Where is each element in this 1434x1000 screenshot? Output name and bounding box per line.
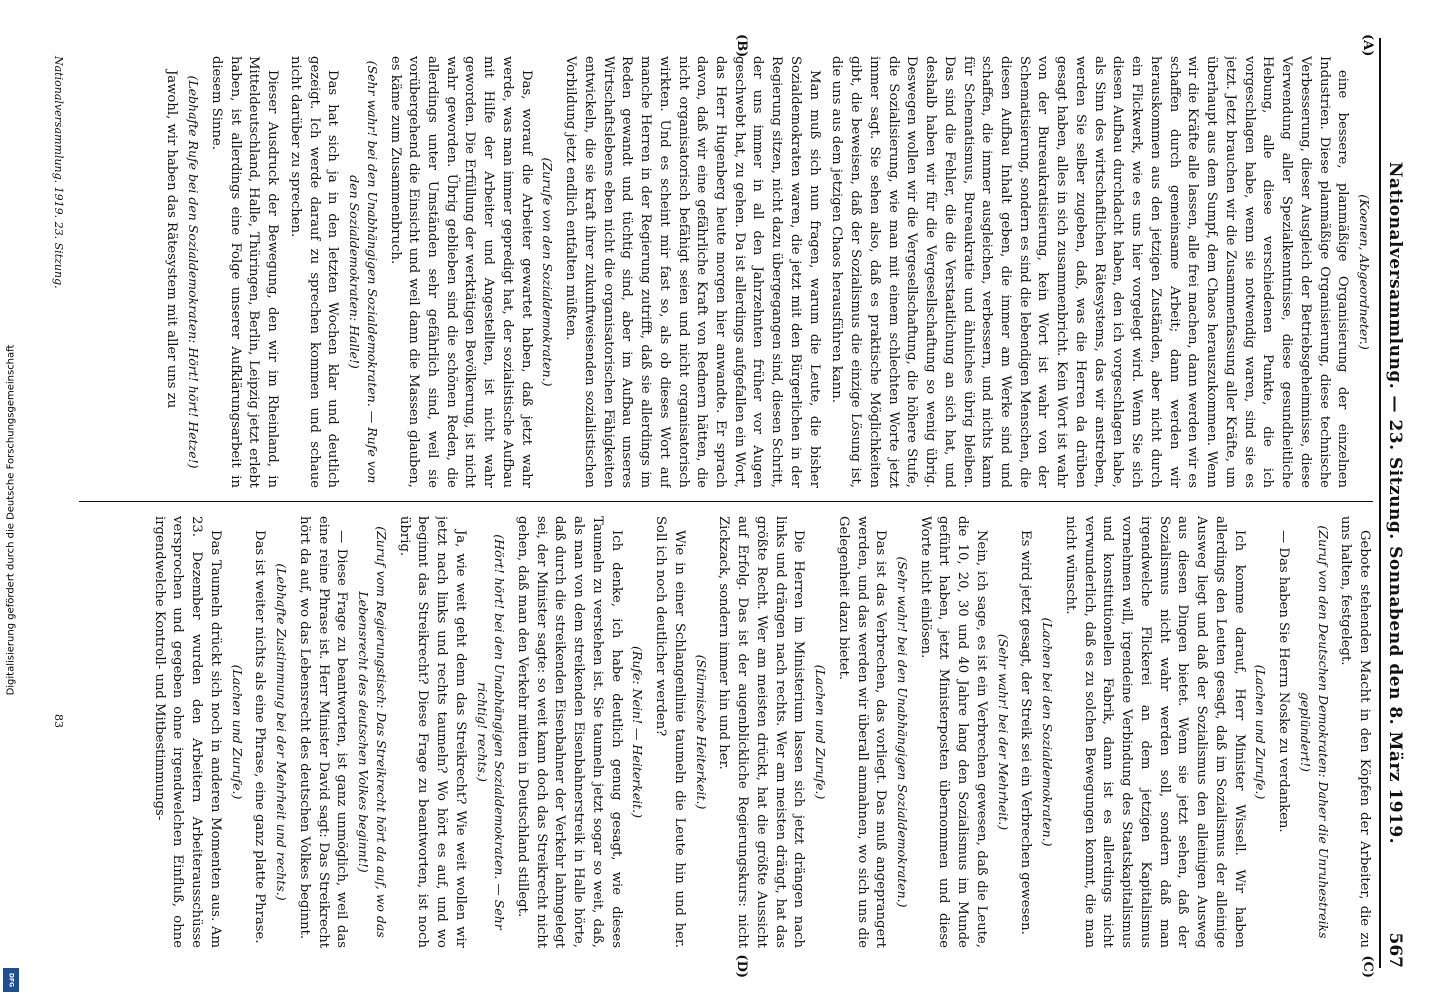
interjection: (Rufe: Nein! — Heiterkeit.) [630, 646, 646, 818]
paragraph: Das, worauf die Arbeiter gewartet haben, daß jetzt wahr werde, was man immer gepredigt hat, der sozialistische Aufbau mit Hilfe der Arbeiter und Angestellten, ist nicht wahr geworden. Die Erfüllung der werktätigen Bevölkerung, ist nicht wahr geworden. Übrig geblieben sind die schönen Reden, die allerdings unter Umständen sehr gefährlich sind, weil sie vorübergehend die Einsicht und weil dann die Massen glauben, es käme zum Zusammenbruch. [387, 56, 534, 488]
paragraph: — Das haben Sie Herrn Noske zu verdanken. [1276, 530, 1292, 833]
interjection: (Zuruf von den Deutschen Demokraten: Daher die Unruhestreiks geplündert!) [1297, 525, 1331, 939]
column-divider [79, 501, 1373, 502]
interjection: (Zurufe von den Sozialdemokraten.) [540, 157, 556, 387]
paragraph: Es wird jetzt gesagt, der Streik sei ein Verbrechen gewesen. [1018, 530, 1034, 935]
margin-mark-c: (C) [1360, 955, 1375, 978]
paragraph: eine bessere, planmäßige Organisierung der einzelnen Industrien. Diese planmäßige Organisierung, diese technische Verbesserung, dieser Ausgleich der Betriebsgeheimnisse, diese Verwendung aller Spezialkenntnisse, diese gesundheitliche Hebung, alle diese verschiedenen Punkte, die ich vorgeschlagen habe, wenn sie notwendig waren, sind sie es jetzt. Jetzt brauchen wir die Zusammenfassung aller Kräfte, um überhaupt aus dem Sumpf, dem Chaos herauszukommen. Wenn wir die Kräfte alle lassen, alle frei machen, dann werden wir es schaffen durch gemeinsame Arbeit; dann werden wir herauskommen aus den jetzigen Zuständen, aber nicht durch ein Flickwerk, wie es uns hier vorgelegt wird. Wenn Sie sich diesen Aufbau durchdacht haben, den ich vorgeschlagen habe, als Sinn des wirtschaftlichen Rätesystems, das wir anstreben, werden Sie selber zugeben, daß, was die Herren da drüben gesagt haben, alles in sich zusammenbricht. Kein Wort ist wahr von der Bureaukratisierung, kein Wort ist wahr von der Schematisierung, sondern es sind die lebendigen Menschen, die diesen Aufbau Inhalt geben, die immer am Werke sind und schaffen, die immer ausgleichen, verbessern, und nichts kann für Schematismus, Bureaukratie und ähnliches übrig bleiben. Das sind die Fehler, die die Verstaatlichung an sich hat, und deshalb haben wir für die Vergesellschaftung so wenig übrig. Deswegen wollen wir die Vergesellschaftung, die höhere Stufe, die Sozialisierung, wie man mit einem schlechten Worte jetzt immer sagt. Sie sehen also, daß es praktische Möglichkeiten gibt, die beweisen, daß der Sozialismus die einzige Lösung ist, die uns aus dem jetzigen Chaos herausführen kann. [829, 56, 1351, 488]
paragraph: Wie in einer Schlangenlinie taumeln die Leute hin und her. Soll ich noch deutlicher werden? [653, 516, 687, 948]
left-column [79, 56, 1373, 488]
interjection: (Lebhafte Rufe bei den Sozialdemokraten: Hört! hört! Hetze!) [186, 75, 202, 469]
paragraph: Das hat sich ja in den letzten Wochen klar und deutlich gezeigt. Ich werde darauf zu sprechen kommen und schaue nicht darüber zu sprechen. [287, 56, 341, 488]
interjection: (Stürmische Heiterkeit.) [693, 654, 709, 810]
right-column [79, 516, 1373, 948]
paragraph: Ja, wie weit geht denn das Streikrecht? Wie weit wollen wir jetzt nach links und rechts taumeln? Wo hört es auf, und wo beginnt das Streikrecht? Diese Frage zu beantworten, ist noch übrig. [396, 516, 468, 948]
paragraph: Man muß sich nun fragen, warum die Leute, die bisher Sozialdemokraten waren, die jetzt mit den Bürgerlichen in der Regierung sitzen, nicht dazu übergegangen sind, diesen Schritt, der uns immer in all den Jahrzehnten früher vor Augen geschwebt hat, zu gehen. Da ist allerdings aufgefallen ein Wort, das Herr Hugenberg heute morgen hier anwandte. Er sprach davon, daß wir eine gefährliche Kraft von Rednern hätten, die nicht organisatorisch befähigt seien und nicht organisatorisch wirkten. Und es scheint mir fast so, als ob dieses Wort auf manche Herren in der Regierung zutrifft, daß sie allerdings im Reden gewandt und tüchtig sind, aber im Aufbau unseres Wirtschaftslebens eben nicht die organisatorischen Fähigkeiten entwickeln, die sie kraft ihrer zukunftweisenden sozialistischen Vorbildung jetzt endlich entfalten müßten. [563, 56, 822, 488]
page-header [1379, 38, 1409, 968]
paragraph: Das ist das Verbrechen, das vorliegt. Das muß angeprangert werden, und das werden wir überall anmahnen, wo sich uns die Gelegenheit dazu bietet. [835, 516, 889, 948]
interjection: (Sehr wahr! bei den Unabhängigen Sozialdemokraten.) [895, 556, 911, 908]
page-wrapper [34, 28, 1414, 978]
dfg-logo-icon: DFG [3, 968, 19, 992]
footer-page-number: 83 [52, 714, 66, 728]
document-page [39, 34, 1409, 978]
margin-mark-b: (B) [734, 34, 749, 58]
paragraph: Jawohl, wir haben das Rätesystem mit aller uns zu [164, 70, 180, 409]
paragraph: — Diese Frage zu beantworten, ist ganz unmöglich, weil das eine reine Phrase ist. Herr Minister David sagt: Das Streikrecht hört da auf, wo das Lebensrecht des deutschen Volkes beginnt. [296, 516, 350, 948]
footer-caption: Nationalversammlung. 1919. 23. Sitzung. [52, 56, 66, 289]
page-title: Nationalversammlung. — 23. Sitzung. Sonnabend den 8. März 1919. [1385, 161, 1405, 845]
interjection: (Sehr wahr! bei den Unabhängigen Sozialdemokraten. — Rufe von den Sozialdemokraten: Halle!) [347, 60, 380, 484]
page-footer [47, 56, 71, 968]
paragraph: Ich komme darauf, Herr Minister Wissell. Wir haben allerdings den Leuten gesagt, daß im Sozialismus der alleinige Ausweg liegt und daß der Sozialismus den alleinigen Ausweg aus diesen Dingen bietet. Wenn sie jetzt sehen, daß der Sozialismus nicht wahr werden soll, sondern daß man irgendwelche Flickerei an dem jetzigen Kapitalismus vornehmen will, irgendeine Verbindung des Staatskapitalismus und konstitutionellen Fabrik, dann ist es allerdings nicht verwunderlich, daß es zu solchen Bewegungen kommt, die man nicht wünscht. [1062, 516, 1247, 948]
interjection: (Lachen bei den Sozialdemokraten.) [1040, 617, 1056, 847]
paragraph: Ich denke, ich habe deutlich genug gesagt, wie dieses Taumeln zu verstehen ist. Sie taumeln jetzt sogar so weit, daß, als man von dem streikenden Eisenbahnerstreik in Halle hörte, daß durch die streikenden Eisenbahner der Verkehr lahmgelegt sei, der Minister sagte: so weit kann doch das Streikrecht nicht gehen, daß man den Verkehr mitten in Deutschland stillegt. [515, 516, 624, 948]
interjection: (Lachen und Zurufe.) [1253, 664, 1269, 800]
paragraph: Das ist weiter nichts als eine Phrase, eine ganz platte Phrase. [252, 530, 268, 944]
interjection: (Hört! hört! bei den Unabhängigen Sozialdemokraten. — Sehr richtig! rechts.) [474, 534, 508, 930]
paragraph: Nein, ich sage, es ist ein Verbrechen gewesen, daß die Leute, die 10, 20, 30 und 40 Jahre lang den Sozialismus im Munde geführt haben, jetzt Ministerposten übernommen und diese Worte nicht einlösen. [917, 516, 989, 948]
margin-mark-a: (A) [1360, 34, 1375, 57]
speaker-label: (Koenen, Abgeordneter.) [1357, 194, 1372, 350]
paragraph: Das Taumeln drückt sich noch in anderen Momenten aus. Am 23. Dezember wurden den Arbeitern Arbeiterausschüsse versprochen und gegeben ohne irgendwelchen Einfluß, ohne irgendwelche Kontroll- und Mitbestimmungs- [151, 516, 223, 948]
interjection: (Zuruf vom Regierungstisch: Das Streikrecht hört da auf, wo das Lebensrecht des deutschen Volkes beginnt!) [356, 526, 389, 938]
interjection: (Lebhafte Zustimmung bei der Mehrheit und rechts.) [274, 563, 290, 901]
paragraph: Dieser Ausdruck der Bewegung, den wir im Rheinland, in Mitteldeutschland, Halle, Thüringen, Berlin, Leipzig jetzt erlebt haben, ist allerdings eine Folge unserer Aufklärungsarbeit in diesem Sinne. [208, 56, 281, 488]
paragraph: Gebote stehenden Macht in den Köpfen der Arbeiter, die zu uns halten, festgelegt. [1338, 516, 1372, 948]
interjection: (Sehr wahr! bei der Mehrheit.) [995, 633, 1011, 831]
margin-mark-d: (D) [734, 954, 749, 978]
page-number: 567 [1385, 932, 1405, 968]
interjection: (Lachen und Zurufe.) [229, 664, 245, 800]
interjection: (Lachen und Zurufe.) [813, 664, 829, 800]
sidebar [0, 0, 22, 1000]
paragraph: Die Herren im Ministerium lassen sich jetzt drängen nach links und drängen nach rechts. Wer am meisten drängt, hat das größte Recht. Wer am meisten drückt, hat die größte Aussicht auf Erfolg. Das ist der augenblickliche Regierungskurs: nicht Zickzack, sondern immer hin und her. [716, 516, 807, 948]
credit-text: Digitalisierung gefördert durch die Deutsche Forschungsgemeinschaft [5, 344, 17, 696]
